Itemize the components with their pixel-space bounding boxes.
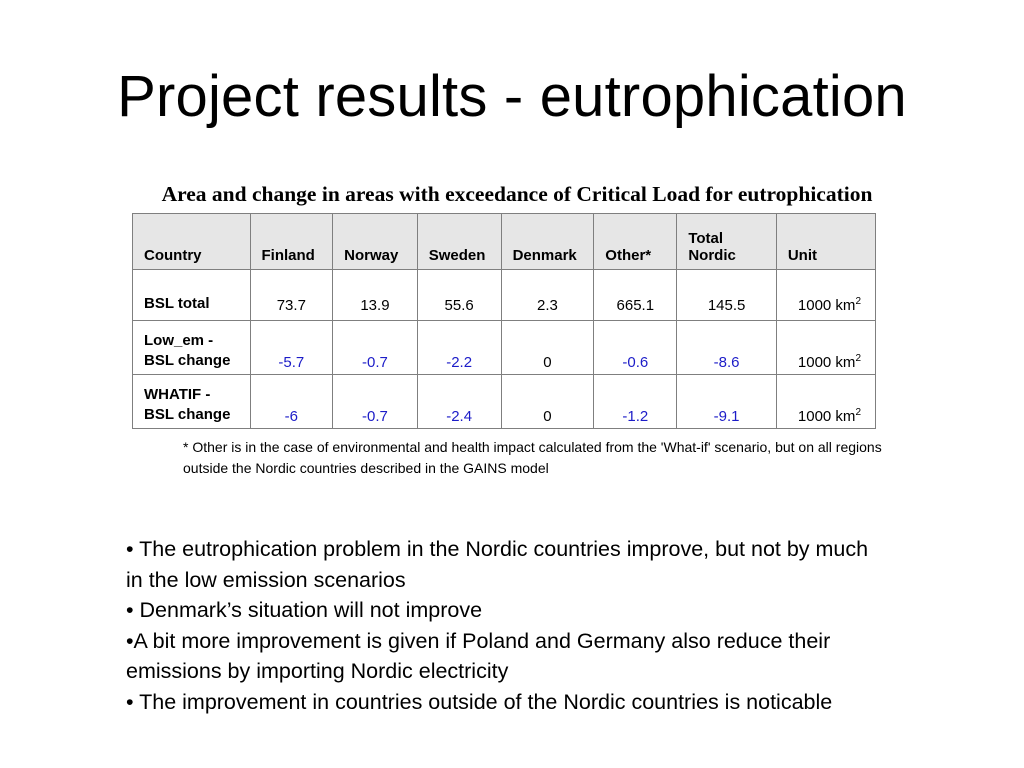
row-label-low-em bbox=[133, 321, 251, 375]
cell-value: 55.6 bbox=[417, 270, 501, 321]
cell-value: -2.2 bbox=[417, 321, 501, 375]
cell-unit bbox=[776, 375, 875, 429]
table-row bbox=[133, 270, 876, 321]
bullet-item: •A bit more improvement is given if Poland and Germany also reduce their emissions by importing Nordic electricity bbox=[126, 628, 831, 683]
header-finland: Finland bbox=[250, 214, 333, 270]
bullet-list bbox=[126, 534, 886, 717]
header-denmark: Denmark bbox=[501, 214, 594, 270]
cell-value: 0 bbox=[501, 375, 594, 429]
cell-value: 13.9 bbox=[333, 270, 418, 321]
cell-value: -0.7 bbox=[333, 375, 418, 429]
bullet-item: • The improvement in countries outside of the Nordic countries is noticable bbox=[126, 689, 833, 714]
cell-value: -6 bbox=[250, 375, 333, 429]
row-label-line1: BSL total bbox=[144, 295, 210, 312]
cell-value: 665.1 bbox=[594, 270, 677, 321]
unit-text: 1000 km bbox=[797, 354, 856, 371]
row-label-whatif bbox=[133, 375, 251, 429]
table-caption: Area and change in areas with exceedance of Critical Load for eutrophication bbox=[161, 182, 873, 206]
cell-value: 145.5 bbox=[677, 270, 777, 321]
table-header-row bbox=[133, 214, 876, 270]
cell-unit bbox=[776, 321, 875, 375]
row-label-line2: BSL change bbox=[144, 352, 231, 369]
unit-text: 1000 km bbox=[797, 297, 856, 314]
unit-superscript: 2 bbox=[855, 407, 861, 418]
cell-value: -0.6 bbox=[594, 321, 677, 375]
cell-value: -2.4 bbox=[417, 375, 501, 429]
bullet-item: • Denmark’s situation will not improve bbox=[126, 598, 483, 622]
row-label-bsl-total bbox=[133, 270, 251, 321]
cell-value: 73.7 bbox=[250, 270, 333, 321]
cell-value: -8.6 bbox=[677, 321, 777, 375]
row-label-line1: Low_em - bbox=[144, 332, 214, 349]
cell-value: -9.1 bbox=[677, 375, 777, 429]
cell-value: -0.7 bbox=[333, 321, 418, 375]
unit-superscript: 2 bbox=[855, 296, 861, 307]
row-label-line1: WHATIF - bbox=[144, 386, 211, 403]
slide-title: Project results - eutrophication bbox=[117, 64, 907, 129]
cell-unit bbox=[776, 270, 875, 321]
eutrophication-table bbox=[132, 213, 876, 429]
unit-superscript: 2 bbox=[855, 353, 861, 364]
cell-value: 0 bbox=[501, 321, 594, 375]
row-label-line2: BSL change bbox=[144, 406, 231, 423]
table-row bbox=[133, 321, 876, 375]
cell-value: 2.3 bbox=[501, 270, 594, 321]
header-total-nordic: Total Nordic bbox=[677, 214, 777, 270]
table-footnote: * Other is in the case of environmental and health impact calculated from the 'What-if' scenario, but on all regions outside the Nordic countries described in the GAINS model bbox=[183, 439, 882, 476]
cell-value: -1.2 bbox=[594, 375, 677, 429]
cell-value: -5.7 bbox=[250, 321, 333, 375]
table-row bbox=[133, 375, 876, 429]
header-sweden: Sweden bbox=[417, 214, 501, 270]
bullet-item: • The eutrophication problem in the Nordic countries improve, but not by much in the low emission scenarios bbox=[126, 537, 869, 592]
unit-text: 1000 km bbox=[797, 408, 856, 425]
header-norway: Norway bbox=[333, 214, 418, 270]
header-unit: Unit bbox=[776, 214, 875, 270]
header-other: Other* bbox=[594, 214, 677, 270]
header-country: Country bbox=[133, 214, 251, 270]
